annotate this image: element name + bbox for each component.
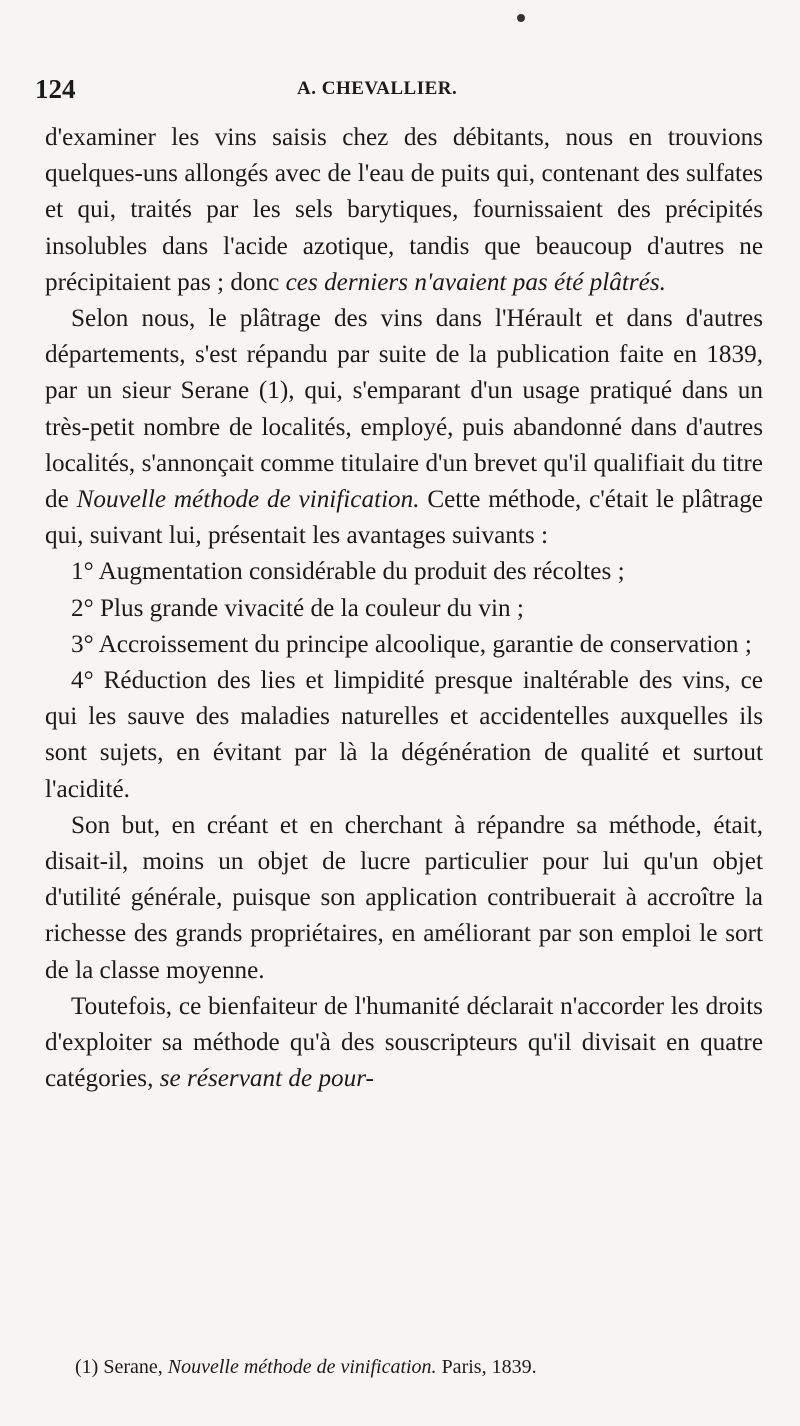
body-text [45,120,763,1097]
footnote-place-year: Paris, 1839. [441,1356,537,1378]
paragraph-3: Son but, en créant et en cherchant à répandre sa méthode, était, disait-il, moins un objet de lucre particulier pour lui qu'un objet d'utilité générale, puisque son application contribuerait à accroître la richesse des grands propriétaires, en améliorant par son emploi le sort de la classe moyenne. [45,811,763,984]
ink-dot-mark [517,14,525,22]
paragraph-1-italic: ces derniers n'avaient pas été plâtrés. [285,268,666,296]
footnote-author: Serane, [103,1356,163,1378]
paragraph-1-text: d'examiner les vins saisis chez des débitants, nous en trouvions quelques-uns allongés avec de l'eau de puits qui, contenant des sulfates et qui, traités par les sels barytiques, fournissaient des précipités insolubles dans l'acide azotique, tandis que beaucoup d'autres ne précipitaient pas ; donc [45,124,763,296]
list-item-2: 2° Plus grande vivacité de la couleur du vin ; [71,594,524,622]
running-title: A. CHEVALLIER. [297,78,458,99]
list-item-1: 1° Augmentation considérable du produit des récoltes ; [71,558,625,586]
footnote-marker: (1) [75,1356,99,1378]
paragraph-2-text-b: Cette méthode, c'était le plâtrage qui, suivant lui, présentait les avantages suivants : [45,486,763,550]
list-item-3: 3° Accroissement du principe alcoolique, garantie de conservation ; [71,630,752,658]
list-item-4: 4° Réduction des lies et limpidité presque inaltérable des vins, ce qui les sauve des maladies naturelles et accidentelles auxquelles ils sont sujets, en évitant par là la dégénération de qualité et surtout l'acidité. [45,667,763,803]
paragraph-2-text-a: Selon nous, le plâtrage des vins dans l'Hérault et dans d'autres départements, s'est répandu par suite de la publication faite en 1839, par un sieur Serane (1), qui, s'emparant d'un usage pratiqué dans un très-petit nombre de localités, employé, puis abandonné dans d'autres localités, s'annonçait comme titulaire d'un brevet qu'il qualifiait du titre de [45,305,763,514]
page-number: 124 [35,74,76,104]
paragraph-1 [45,120,763,301]
page-header [35,74,755,108]
paragraph-2-italic: Nouvelle méthode de vinification. [76,486,420,514]
footnote-title: Nouvelle méthode de vinification. [167,1356,437,1378]
footnote [75,1356,775,1379]
paragraph-4-text: Toutefois, ce bienfaiteur de l'humanité déclarait n'accorder les droits d'exploiter sa méthode qu'à des souscripteurs qu'il divisait en quatre catégories, [45,992,763,1093]
paragraph-4-italic: se réservant de pour- [159,1065,374,1093]
paragraph-4 [45,989,763,1098]
paragraph-2 [45,301,763,554]
